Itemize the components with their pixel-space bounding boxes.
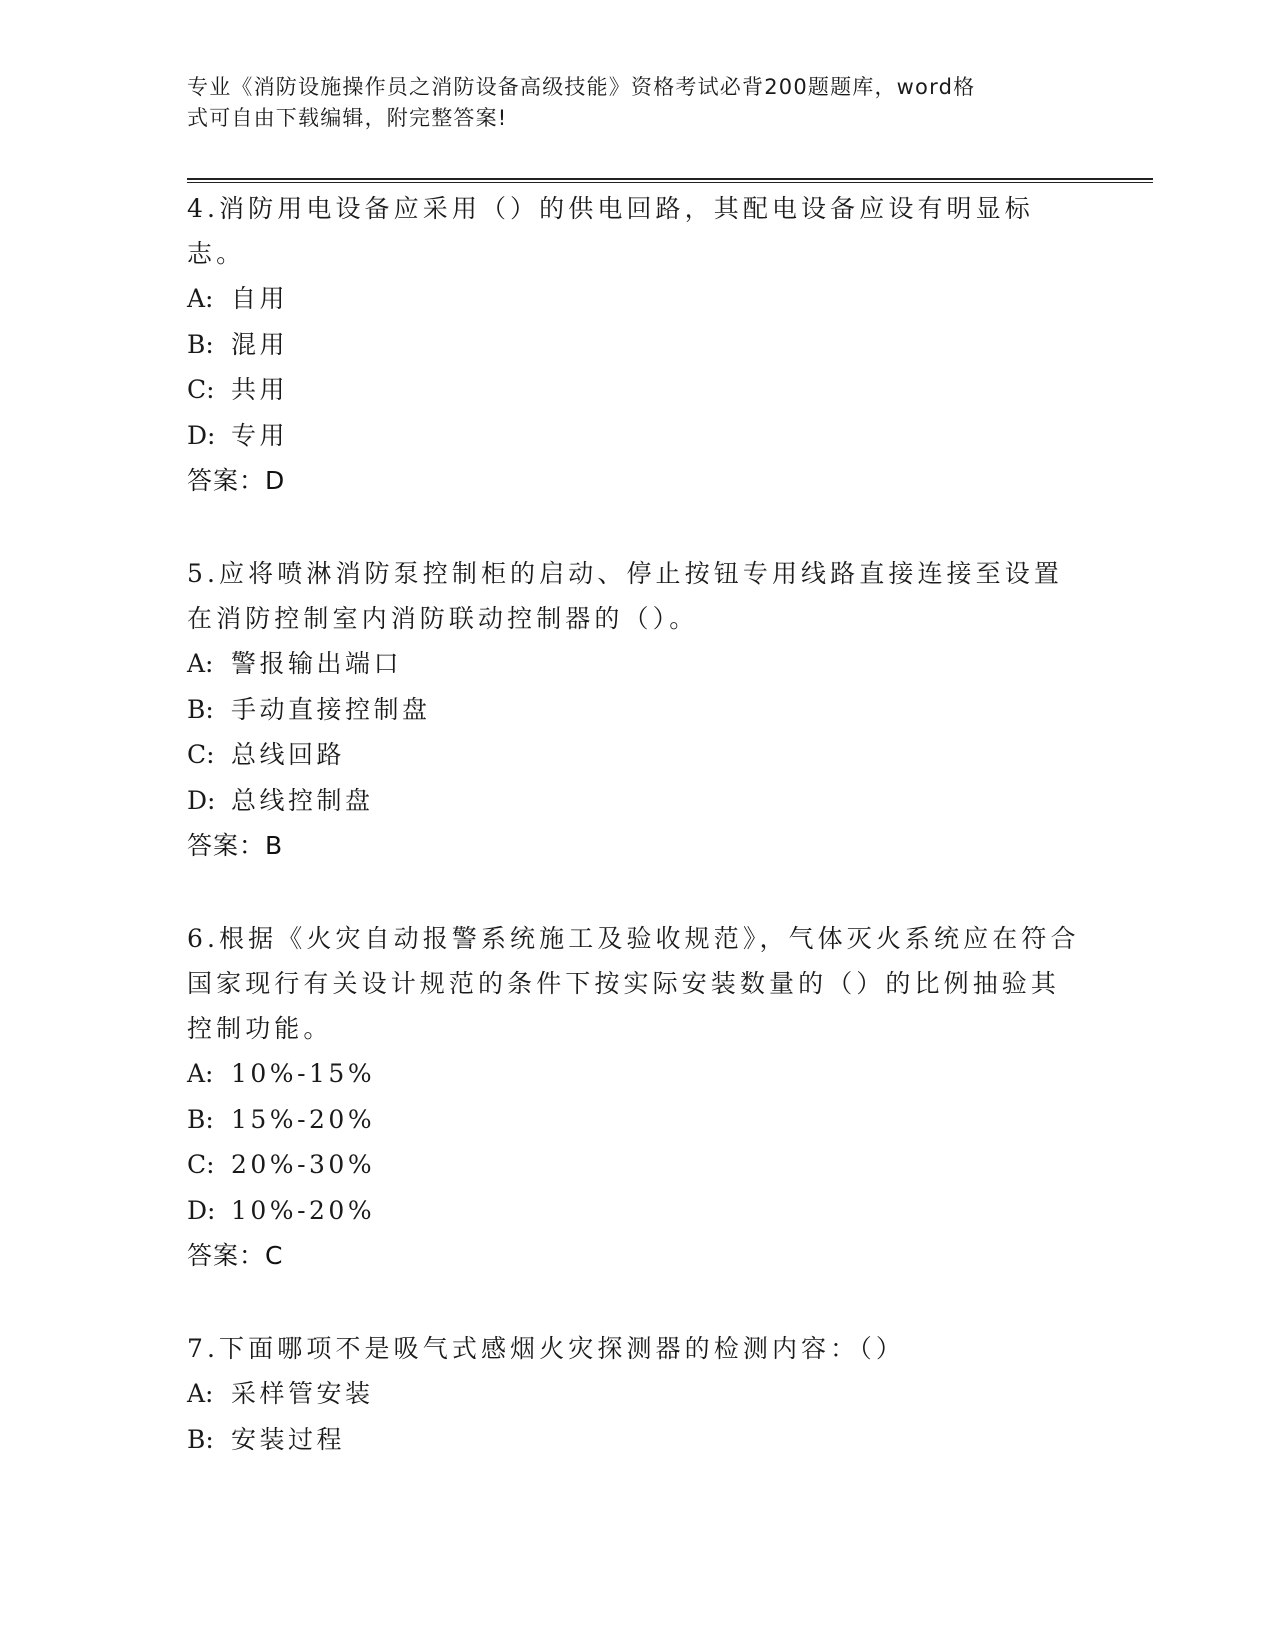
question-6 (187, 916, 1087, 1278)
option-text: 采样管安装 (231, 1379, 374, 1408)
option-c (187, 1142, 1087, 1188)
option-a (187, 1051, 1087, 1097)
option-b (187, 1097, 1087, 1143)
option-key: D: (187, 1195, 216, 1225)
question-7 (187, 1326, 1087, 1462)
option-key: C: (187, 740, 215, 769)
option-key: B: (187, 1424, 214, 1454)
question-stem: 4.消防用电设备应采用（）的供电回路，其配电设备应设有明显标志。 (187, 194, 1034, 268)
option-text: 共用 (231, 375, 289, 404)
option-b (187, 322, 1087, 368)
option-text: 20%-30% (231, 1150, 376, 1179)
option-d (187, 1188, 1087, 1234)
option-key: B: (187, 694, 214, 724)
answer-line: 答案：D (187, 466, 286, 495)
option-c (187, 732, 1087, 778)
option-key: D: (187, 420, 216, 450)
header-divider (187, 178, 1153, 183)
question-list (187, 186, 1087, 1510)
option-a (187, 1371, 1087, 1417)
option-key: A: (187, 649, 214, 678)
header-line-1: 专业《消防设施操作员之消防设备高级技能》资格考试必背200题题库，word格 (187, 75, 976, 99)
option-text: 总线回路 (231, 740, 346, 769)
question-5 (187, 551, 1087, 868)
option-text: 10%-20% (231, 1195, 376, 1225)
question-stem: 6.根据《火灾自动报警系统施工及验收规范》，气体灭火系统应在符合国家现行有关设计规范的条件下按实际安装数量的（）的比例抽验其控制功能。 (187, 924, 1080, 1043)
question-4 (187, 186, 1087, 503)
option-key: C: (187, 375, 215, 404)
option-c (187, 367, 1087, 413)
option-text: 专用 (231, 420, 289, 450)
document-header (187, 72, 1067, 134)
option-d (187, 413, 1087, 459)
option-text: 警报输出端口 (231, 649, 403, 678)
option-key: B: (187, 329, 214, 359)
option-text: 混用 (231, 329, 289, 359)
header-line-2: 式可自由下载编辑，附完整答案! (187, 106, 508, 130)
option-key: B: (187, 1104, 214, 1134)
option-a (187, 641, 1087, 687)
question-stem: 5.应将喷淋消防泵控制柜的启动、停止按钮专用线路直接连接至设置在消防控制室内消防联动控制器的（）。 (187, 559, 1063, 633)
option-key: A: (187, 1379, 214, 1408)
answer-line: 答案：C (187, 1241, 284, 1270)
option-b (187, 687, 1087, 733)
option-b (187, 1417, 1087, 1463)
option-key: A: (187, 1059, 214, 1088)
answer-line: 答案：B (187, 831, 284, 860)
option-key: C: (187, 1150, 215, 1179)
option-a (187, 276, 1087, 322)
option-text: 15%-20% (231, 1104, 376, 1134)
option-text: 安装过程 (231, 1424, 346, 1454)
option-text: 10%-15% (231, 1059, 376, 1088)
option-text: 手动直接控制盘 (231, 694, 431, 724)
option-key: D: (187, 785, 216, 815)
question-stem: 7.下面哪项不是吸气式感烟火灾探测器的检测内容：（） (187, 1334, 905, 1363)
option-d (187, 778, 1087, 824)
option-text: 自用 (231, 284, 289, 313)
option-key: A: (187, 284, 214, 313)
option-text: 总线控制盘 (231, 785, 374, 815)
